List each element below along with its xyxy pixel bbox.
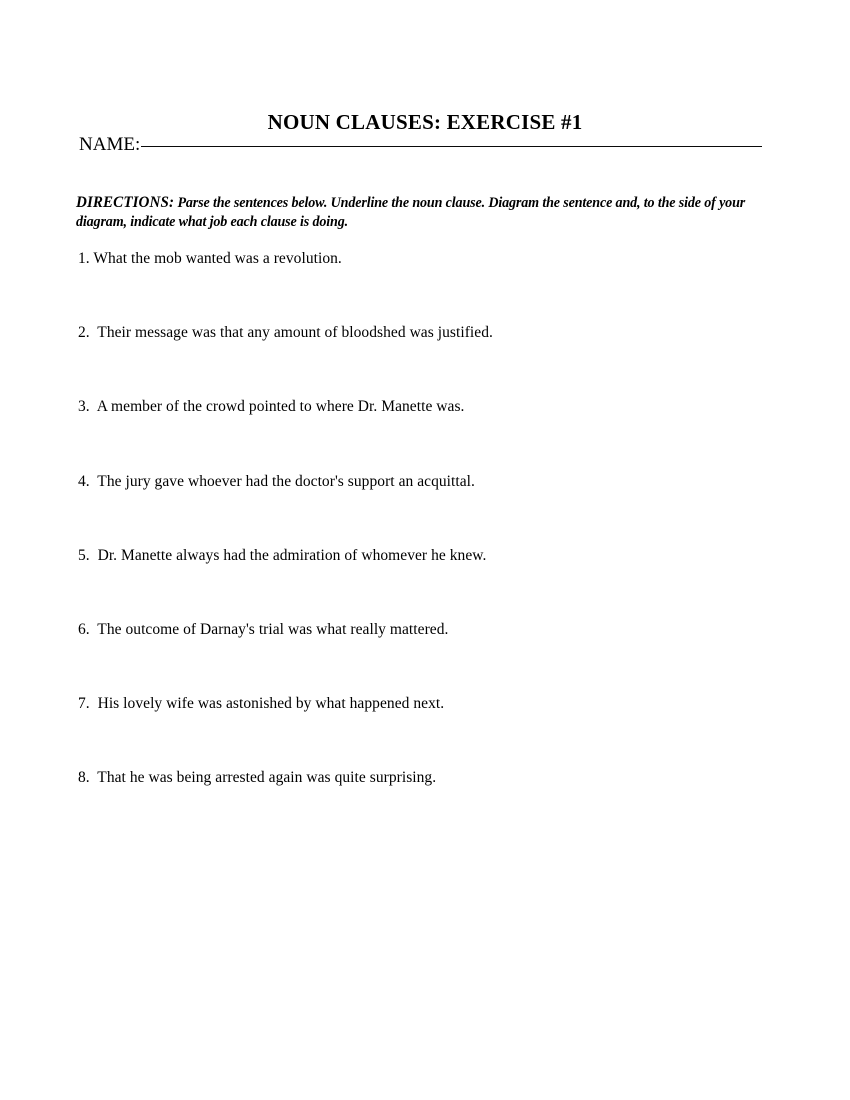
name-field-row <box>79 133 779 159</box>
list-item: 2. Their message was that any amount of bloodshed was justified. <box>78 324 493 342</box>
name-field-blank-line[interactable] <box>141 146 762 147</box>
directions-label: DIRECTIONS: <box>76 193 175 211</box>
list-item: 3. A member of the crowd pointed to where Dr. Manette was. <box>78 398 465 416</box>
list-item: 7. His lovely wife was astonished by what happened next. <box>78 695 445 713</box>
list-item: 6. The outcome of Darnay's trial was what really mattered. <box>78 620 449 638</box>
list-item: 8. That he was being arrested again was quite surprising. <box>78 769 437 787</box>
list-item: 1. What the mob wanted was a revolution. <box>78 250 342 267</box>
page-title: NOUN CLAUSES: EXERCISE #1 <box>267 110 583 135</box>
list-item: 5. Dr. Manette always had the admiration of whomever he knew. <box>78 546 487 564</box>
directions-text: Parse the sentences below. Underline the noun clause. Diagram the sentence and, to the side of your diagram, indicate what job each clause is doing. <box>76 194 746 230</box>
directions-paragraph <box>76 193 752 232</box>
name-field-label: NAME: <box>79 134 141 155</box>
sentence-list <box>78 249 798 843</box>
list-item: 4. The jury gave whoever had the doctor's support an acquittal. <box>78 472 475 490</box>
